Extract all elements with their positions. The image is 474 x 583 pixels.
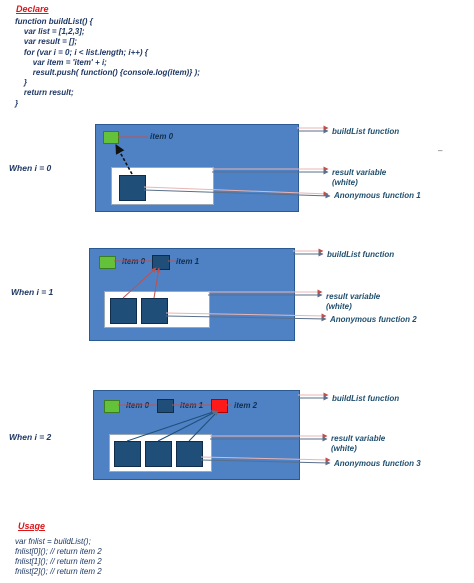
result-var-label: result variable xyxy=(326,292,381,301)
usage-line: fnlist[0](); // return item 2 xyxy=(15,547,102,556)
code-line: result.push( function() {console.log(item)} ); xyxy=(15,68,200,78)
code-line: var list = [1,2,3]; xyxy=(15,27,85,37)
result-var-color-label: (white) xyxy=(326,302,352,311)
code-line: for (var i = 0; i < list.length; i++) { xyxy=(15,47,148,57)
code-line: } xyxy=(15,98,19,108)
item-label: item 2 xyxy=(234,401,258,410)
item-label: item 0 xyxy=(126,401,150,410)
code-line: var result = []; xyxy=(15,37,78,47)
case-label-i0: When i = 0 xyxy=(9,163,52,173)
buildlist-label: buildList function xyxy=(332,127,400,136)
code-line: } xyxy=(15,78,28,88)
usage-heading: Usage xyxy=(18,521,46,531)
usage-line: fnlist[2](); // return item 2 xyxy=(15,567,102,576)
anon-fn-label: Anonymous function 1 xyxy=(334,191,421,200)
item-label: item 0 xyxy=(150,132,174,141)
item-label: item 0 xyxy=(122,257,146,266)
buildlist-label: buildList function xyxy=(327,250,395,259)
item-label: item 1 xyxy=(180,401,204,410)
item-label: item 1 xyxy=(176,257,200,266)
result-var-label: result variable xyxy=(331,434,386,443)
code-line: function buildList() { xyxy=(15,17,93,26)
declare-heading: Declare xyxy=(16,4,49,14)
code-line: return result; xyxy=(15,88,74,98)
case-label-i1: When i = 1 xyxy=(11,287,54,297)
case-label-i2: When i = 2 xyxy=(9,432,52,442)
usage-code-block xyxy=(15,537,102,577)
diagram-2-connectors xyxy=(114,251,326,319)
buildlist-label: buildList function xyxy=(332,394,400,403)
stray-dash: – xyxy=(438,146,443,155)
usage-line: var fnlist = buildList(); xyxy=(15,537,91,546)
result-var-color-label: (white) xyxy=(332,178,358,187)
code-line: var item = 'item' + i; xyxy=(15,57,107,67)
result-var-label: result variable xyxy=(332,168,387,177)
anon-fn-label: Anonymous function 2 xyxy=(330,315,417,324)
diagram-3-connectors xyxy=(118,395,330,463)
diagram-1-connectors xyxy=(116,128,330,196)
result-var-color-label: (white) xyxy=(331,444,357,453)
usage-line: fnlist[1](); // return item 2 xyxy=(15,557,102,566)
anon-fn-label: Anonymous function 3 xyxy=(334,459,421,468)
